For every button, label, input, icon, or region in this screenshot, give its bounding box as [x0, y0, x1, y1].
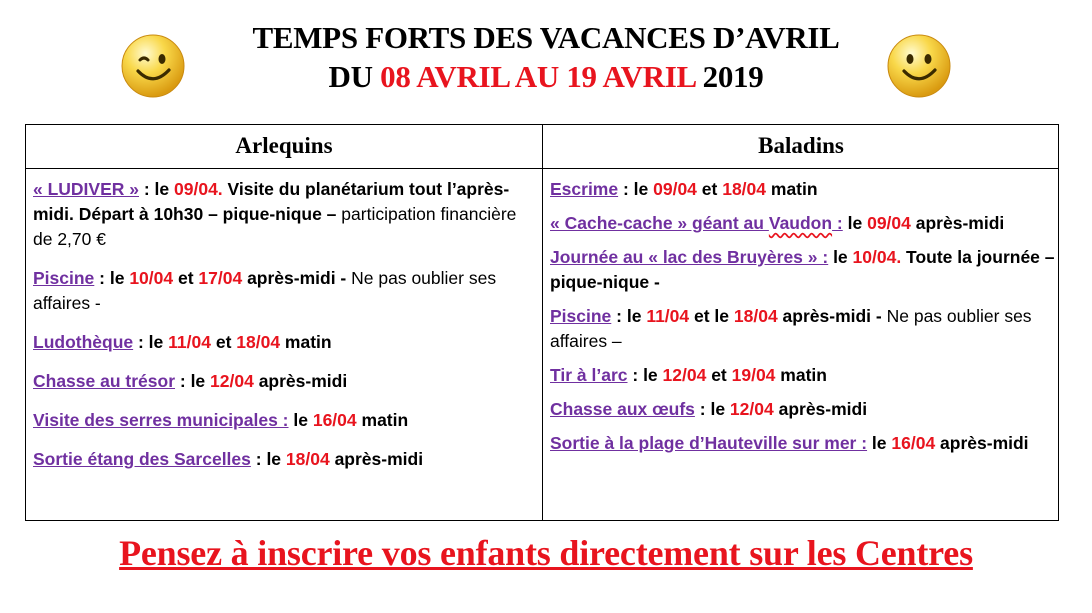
activity-link[interactable]: Piscine — [33, 268, 95, 288]
activity-date: 19/04 — [731, 365, 776, 385]
activity-text: : le — [139, 179, 175, 199]
column-header-baladins: Baladins — [758, 133, 844, 158]
activity-text: le — [288, 410, 313, 430]
activity-text: et — [173, 268, 199, 288]
title-line-1: TEMPS FORTS DES VACANCES D’AVRIL — [252, 20, 840, 55]
activity-text: le — [842, 213, 868, 233]
activity-link[interactable]: Ludothèque — [33, 332, 134, 352]
activity-item — [550, 211, 1055, 236]
activity-text: : le — [175, 371, 211, 391]
activity-link[interactable]: Chasse au trésor — [33, 371, 176, 391]
activity-link[interactable]: : — [832, 213, 843, 233]
activity-text: : le — [94, 268, 130, 288]
activity-item — [33, 177, 538, 252]
activity-link[interactable]: Chasse aux œufs — [550, 399, 695, 419]
activity-date: 10/04. — [852, 247, 902, 267]
activity-text: le — [867, 433, 892, 453]
activity-date: 09/04. — [174, 179, 223, 199]
activity-text: le — [828, 247, 853, 267]
activity-date: 09/04 — [653, 179, 697, 199]
activity-text: après-midi — [910, 213, 1005, 233]
activity-text: après-midi — [253, 371, 348, 391]
activity-text: : le — [694, 399, 730, 419]
activity-date: 18/04 — [236, 332, 281, 352]
column-divider — [542, 125, 543, 520]
activity-date: 11/04 — [646, 306, 690, 326]
activity-text: et — [210, 332, 237, 352]
activity-link[interactable]: Journée au « lac des Bruyères » : — [550, 247, 829, 267]
activity-text: après-midi — [773, 399, 868, 419]
activity-date: 09/04 — [867, 213, 911, 233]
activity-text: matin — [280, 332, 332, 352]
activity-text: : le — [618, 179, 654, 199]
activity-text: et — [706, 365, 732, 385]
activity-item — [33, 266, 538, 316]
activity-link[interactable]: « Cache-cache » géant au — [550, 213, 769, 233]
page-title — [160, 18, 932, 96]
activity-date: 16/04 — [891, 433, 936, 453]
arlequins-activities — [33, 177, 538, 486]
activity-item — [550, 397, 1055, 422]
activities-table — [25, 124, 1059, 521]
baladins-activities — [550, 177, 1055, 465]
activity-date: 18/04 — [285, 449, 330, 469]
activity-date: 17/04 — [198, 268, 243, 288]
activity-text: et le — [689, 306, 734, 326]
activity-item — [33, 330, 538, 355]
activity-text: : le — [250, 449, 286, 469]
title-year: 2019 — [695, 59, 764, 94]
activity-link[interactable]: Vaudon — [768, 213, 833, 233]
title-line-2 — [160, 57, 932, 96]
activity-date: 10/04 — [129, 268, 174, 288]
activity-text: matin — [356, 410, 409, 430]
activity-text: : le — [627, 365, 663, 385]
activity-item — [33, 408, 538, 433]
activity-date: 12/04 — [662, 365, 707, 385]
title-prefix: DU — [328, 59, 381, 94]
activity-text: après-midi - — [777, 306, 882, 326]
activity-text: après-midi - — [242, 268, 347, 288]
header-divider — [26, 168, 1058, 169]
activity-date: 18/04 — [733, 306, 778, 326]
activity-link[interactable]: Sortie étang des Sarcelles — [33, 449, 251, 469]
activity-date: 18/04 — [722, 179, 767, 199]
activity-link[interactable]: « LUDIVER » — [33, 179, 139, 199]
activity-item — [550, 304, 1055, 354]
activity-link[interactable]: Visite des serres municipales : — [33, 410, 289, 430]
activity-text: : le — [611, 306, 647, 326]
activity-item — [550, 177, 1055, 202]
activity-item — [550, 245, 1055, 295]
activity-item — [550, 431, 1055, 456]
activity-text: : le — [133, 332, 169, 352]
activity-link[interactable]: Tir à l’arc — [550, 365, 628, 385]
activity-date: 16/04 — [312, 410, 357, 430]
activity-text: et — [696, 179, 723, 199]
column-header-arlequins: Arlequins — [235, 133, 333, 158]
activity-note: Ne pas oublier ses affaires – — [550, 306, 1032, 351]
activity-item — [33, 369, 538, 394]
registration-notice: Pensez à inscrire vos enfants directement sur les Centres — [119, 533, 973, 573]
activity-link[interactable]: Sortie à la plage d’Hauteville sur mer : — [550, 433, 868, 453]
activity-text: Toute la journée – pique-nique - — [550, 247, 1055, 292]
activity-note: Ne pas oublier ses affaires - — [33, 268, 497, 313]
activity-item — [550, 363, 1055, 388]
activity-link[interactable]: Piscine — [550, 306, 612, 326]
activity-text: après-midi — [935, 433, 1029, 453]
activity-date: 11/04 — [168, 332, 211, 352]
activity-note: participation financière de 2,70 € — [33, 204, 517, 249]
activity-text: matin — [775, 365, 827, 385]
activity-text: Visite du planétarium tout l’après-midi. Départ à 10h30 – pique-nique – — [33, 179, 510, 224]
activity-date: 12/04 — [210, 371, 254, 391]
title-dates: 08 AVRIL AU 19 AVRIL — [380, 59, 696, 94]
activity-text: matin — [766, 179, 818, 199]
activity-date: 12/04 — [729, 399, 774, 419]
activity-link[interactable]: Escrime — [550, 179, 619, 199]
activity-text: après-midi — [329, 449, 424, 469]
activity-item — [33, 447, 538, 472]
